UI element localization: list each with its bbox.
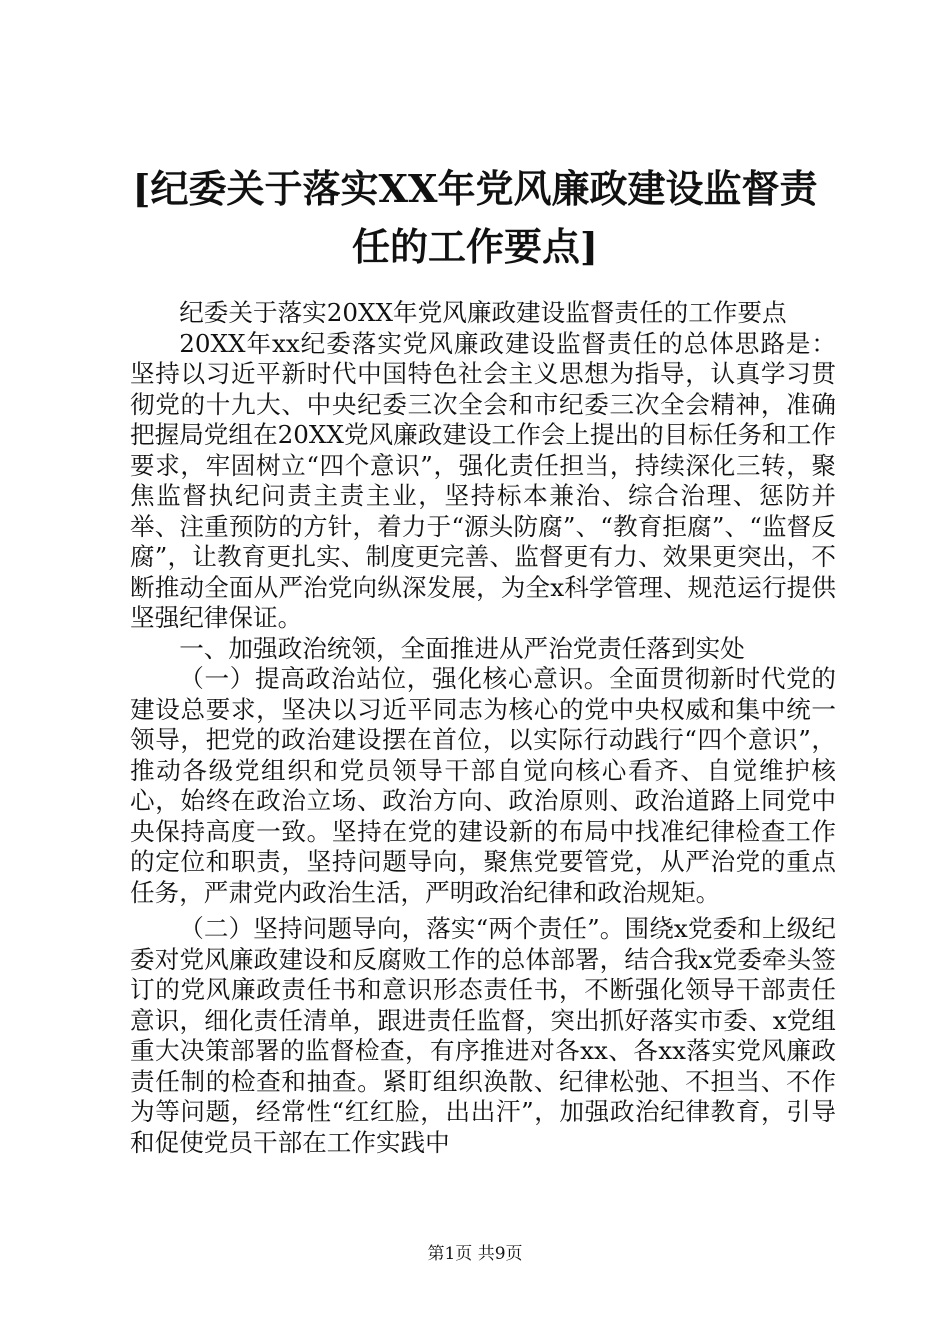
paragraph-item-1: （一）提高政治站位，强化核心意识。全面贯彻新时代党的建设总要求，坚决以习近平同志为核心的党中央权威和集中统一领导，把党的政治建设摆在首位，以实际行动践行“四个意识”，推动各级党组织和党员领导干部自觉向核心看齐、自觉维护核心，始终在政治立场、政治方向、政治原则、政治道路上同党中央保持高度一致。坚持在党的建设新的布局中找准纪律检查工作的定位和职责，坚持问题导向，聚焦党要管党，从严治党的重点任务，严肃党内政治生活，严明政治纪律和政治规矩。 (130, 664, 836, 907)
paragraph-overview: 20XX年xx纪委落实党风廉政建设监督责任的总体思路是：坚持以习近平新时代中国特色社会主义思想为指导，认真学习贯彻党的十九大、中央纪委三次全会和市纪委三次全会精神，准确把握局党组在20XX党风廉政建设工作会上提出的目标任务和工作要求，牢固树立“四个意识”，强化责任担当，持续深化三转，聚焦监督执纪问责主责主业，坚持标本兼治、综合治理、惩防并举、注重预防的方针，着力于“源头防腐”、“教育拒腐”、“监督反腐”，让教育更扎实、制度更完善、监督更有力、效果更突出，不断推动全面从严治党向纵深发展，为全x科学管理、规范运行提供坚强纪律保证。 (130, 328, 836, 632)
section-heading-1: 一、加强政治统领，全面推进从严治党责任落到实处 (179, 633, 745, 663)
document-body (130, 298, 836, 1158)
document-title: [纪委关于落实XX年党风廉政建设监督责任的工作要点] (132, 166, 818, 269)
paragraph-item-2: （二）坚持问题导向，落实“两个责任”。围绕x党委和上级纪委对党风廉政建设和反腐败工作的总体部署，结合我x党委牵头签订的党风廉政责任书和意识形态责任书，不断强化领导干部责任意识，细化责任清单，跟进责任监督，突出抓好落实市委、x党组重大决策部署的监督检查，有序推进对各xx、各xx落实党风廉政责任制的检查和抽查。紧盯组织涣散、纪律松弛、不担当、不作为等问题，经常性“红红脸，出出汗”，加强政治纪律教育，引导和促使党员干部在工作实践中 (130, 914, 836, 1157)
paragraph-heading: 纪委关于落实20XX年党风廉政建设监督责任的工作要点 (179, 298, 787, 327)
page-number-footer: 第1页 共9页 (427, 1244, 523, 1264)
